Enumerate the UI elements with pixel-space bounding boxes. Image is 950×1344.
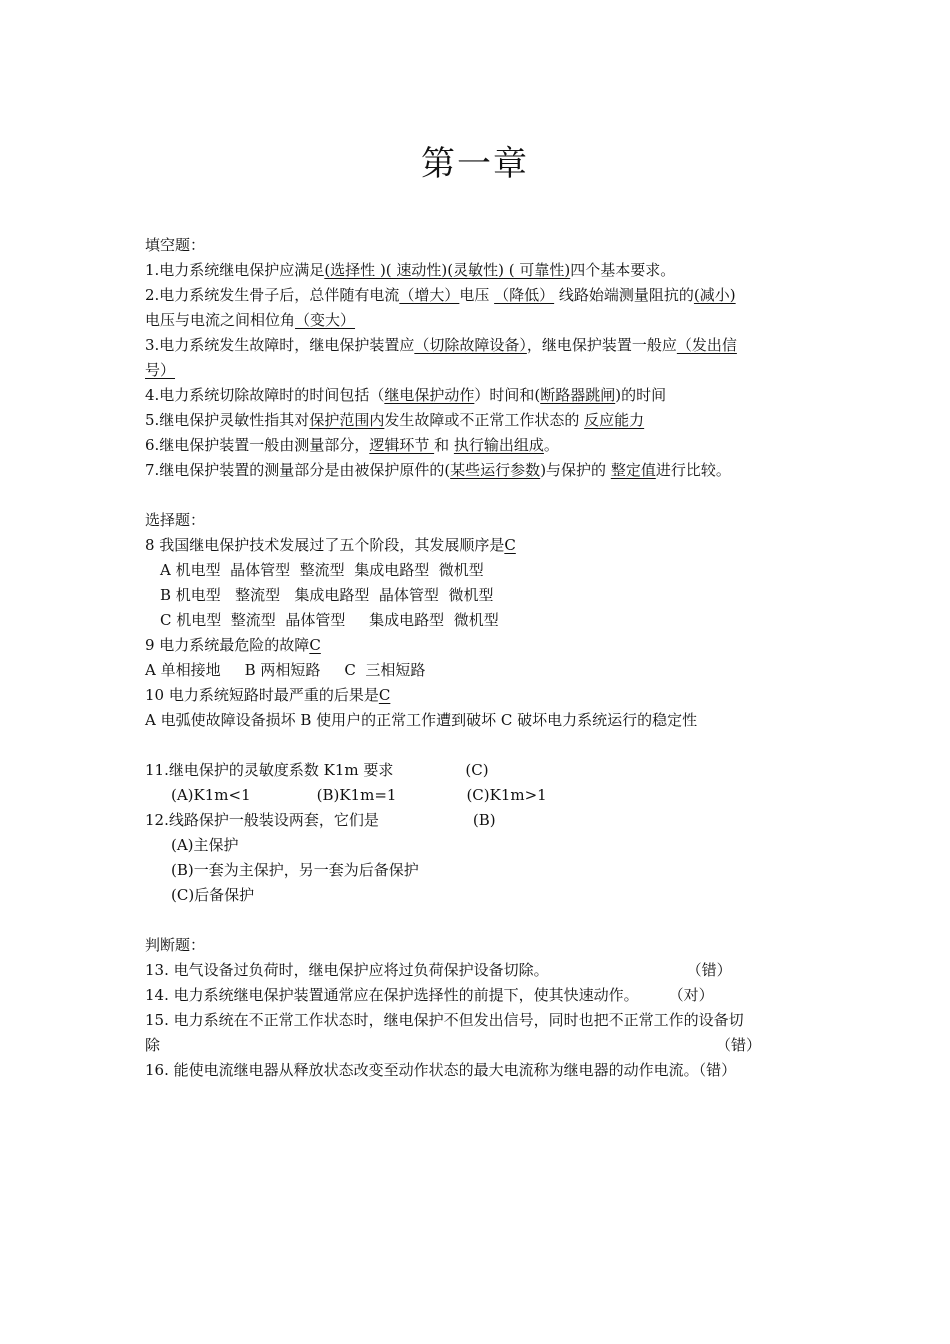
q9-option-c: C 三相短路 (344, 661, 426, 679)
q8-stem: 8 我国继电保护技术发展过了五个阶段，其发展顺序是 (145, 536, 505, 554)
spacer (145, 908, 815, 933)
q13-text: 13. 电气设备过负荷时，继电保护应将过负荷保护设备切除。 (145, 961, 549, 979)
q3-answer-2: （发出信 (676, 336, 737, 354)
q14-text: 14. 电力系统继电保护装置通常应在保护选择性的前提下，使其快速动作。 (145, 986, 639, 1004)
q3-text: 3.电力系统发生故障时，继电保护装置应 (145, 336, 415, 354)
q3-answer-1: （切除故障设备） (414, 336, 527, 354)
spacer (145, 483, 815, 508)
fill-q2 (145, 283, 815, 308)
fill-q3 (145, 333, 815, 358)
fill-q2-cont (145, 308, 815, 333)
q14-answer: （对） (668, 986, 714, 1004)
q8-answer: C (504, 536, 516, 554)
choice-q8 (145, 533, 815, 558)
q2-answer-voltage: （降低） (494, 286, 555, 304)
judge-q15 (145, 1008, 815, 1033)
q9-stem: 9 电力系统最危险的故障 (145, 636, 310, 654)
q12-stem: 12.线路保护一般装设两套，它们是 (145, 811, 379, 829)
q9-option-a: A 单相接地 (145, 661, 221, 679)
q11-option-a: (A)K1m<1 (171, 786, 251, 804)
q2-answer-angle: （变大） (295, 311, 356, 329)
q6-text-end: 。 (543, 436, 559, 454)
q8-option-a: A 机电型 晶体管型 整流型 集成电路型 微机型 (160, 561, 484, 579)
fill-q3-cont (145, 358, 815, 383)
q4-answer-1: 继电保护动作 (384, 386, 475, 404)
q5-text-mid: 发生故障或不正常工作状态的 (384, 411, 585, 429)
q6-text-mid: 和 (434, 436, 454, 454)
q7-text-end: 进行比较。 (655, 461, 731, 479)
q12-option-b: (B)一套为主保护，另一套为后备保护 (171, 861, 419, 879)
q1-answer: (选择性 )( 速动性)(灵敏性) ( 可靠性) (324, 261, 571, 279)
q7-answer-1: 某些运行参数 (450, 461, 541, 479)
q7-text-mid: )与保护的 (540, 461, 611, 479)
q11-stem: 11.继电保护的灵敏度系数 K1m 要求 (145, 761, 394, 779)
q3-text-mid: ，继电保护装置一般应 (526, 336, 677, 354)
q10-stem: 10 电力系统短路时最严重的后果是 (145, 686, 379, 704)
page-title: 第一章 (421, 144, 529, 184)
q2-text-voltage: 电压 (459, 286, 495, 304)
q4-answer-2: 断路器跳闸 (540, 386, 616, 404)
q6-answer-1: 逻辑环节 (369, 436, 435, 454)
choice-heading: 选择题： (145, 511, 206, 529)
q10-options: A 电弧使故障设备损坏 B 使用户的正常工作遭到破坏 C 破坏电力系统运行的稳定性 (145, 711, 698, 729)
judge-q15-cont (145, 1033, 815, 1058)
q7-text: 7.继电保护装置的测量部分是由被保护原件的( (145, 461, 451, 479)
choice-q10 (145, 683, 815, 708)
q3-answer-2-cont: 号） (145, 361, 176, 379)
fill-heading: 填空题： (145, 236, 206, 254)
q10-answer: C (378, 686, 391, 704)
q7-answer-2: 整定值 (610, 461, 656, 479)
q15-text-cont: 除 (145, 1036, 161, 1054)
q4-text: 4.电力系统切除故障时的时间包括（ (145, 386, 385, 404)
fill-q4 (145, 383, 815, 408)
q12-answer: (B) (472, 811, 496, 829)
q11-option-c: (C)K1m>1 (466, 786, 547, 804)
q1-text-end: 四个基本要求。 (570, 261, 676, 279)
q2-answer-impedance: (减小) (693, 286, 736, 304)
q9-options (145, 658, 815, 683)
q11-options (145, 783, 815, 808)
fill-q5 (145, 408, 815, 433)
choice-q11 (145, 758, 815, 783)
q9-option-b: B 两相短路 (244, 661, 321, 679)
choice-q9 (145, 633, 815, 658)
q4-text-end: )的时间 (615, 386, 667, 404)
q2-text: 2.电力系统发生骨子后，总伴随有电流 (145, 286, 400, 304)
q15-text: 15. 电力系统在不正常工作状态时，继电保护不但发出信号，同时也把不正常工作的设备切 (145, 1011, 744, 1029)
judge-q13 (145, 958, 815, 983)
document-body (145, 233, 815, 1083)
q5-text: 5.继电保护灵敏性指其对 (145, 411, 310, 429)
fill-q6 (145, 433, 815, 458)
q1-text: 1.电力系统继电保护应满足 (145, 261, 325, 279)
judge-q14 (145, 983, 815, 1008)
q5-answer-1: 保护范围内 (309, 411, 385, 429)
q5-answer-2: 反应能力 (584, 411, 645, 429)
q9-answer: C (309, 636, 321, 654)
q11-option-b: (B)K1m=1 (316, 786, 397, 804)
q12-option-c: (C)后备保护 (171, 886, 255, 904)
q6-answer-2: 执行输出组成 (453, 436, 544, 454)
q2-answer-current: （增大） (399, 286, 460, 304)
q2-text-angle: 电压与电流之间相位角 (145, 311, 296, 329)
q2-text-impedance: 线路始端测量阻抗的 (554, 286, 694, 304)
judge-heading: 判断题： (145, 936, 206, 954)
q6-text: 6.继电保护装置一般由测量部分， (145, 436, 370, 454)
q8-option-b: B 机电型 整流型 集成电路型 晶体管型 微机型 (160, 586, 494, 604)
q11-answer: (C) (465, 761, 489, 779)
choice-q12 (145, 808, 815, 833)
q8-option-c: C 机电型 整流型 晶体管型 集成电路型 微机型 (160, 611, 499, 629)
q16-text: 16. 能使电流继电器从释放状态改变至动作状态的最大电流称为继电器的动作电流。 (145, 1061, 699, 1079)
fill-q7 (145, 458, 815, 483)
judge-q16 (145, 1058, 815, 1083)
q12-option-a: (A)主保护 (171, 836, 239, 854)
fill-q1 (145, 258, 815, 283)
q13-answer: （错） (686, 961, 732, 979)
q15-answer: （错） (716, 1036, 762, 1054)
spacer (145, 733, 815, 758)
q4-text-mid: ）时间和( (474, 386, 541, 404)
q16-answer: （错） (698, 1061, 737, 1079)
